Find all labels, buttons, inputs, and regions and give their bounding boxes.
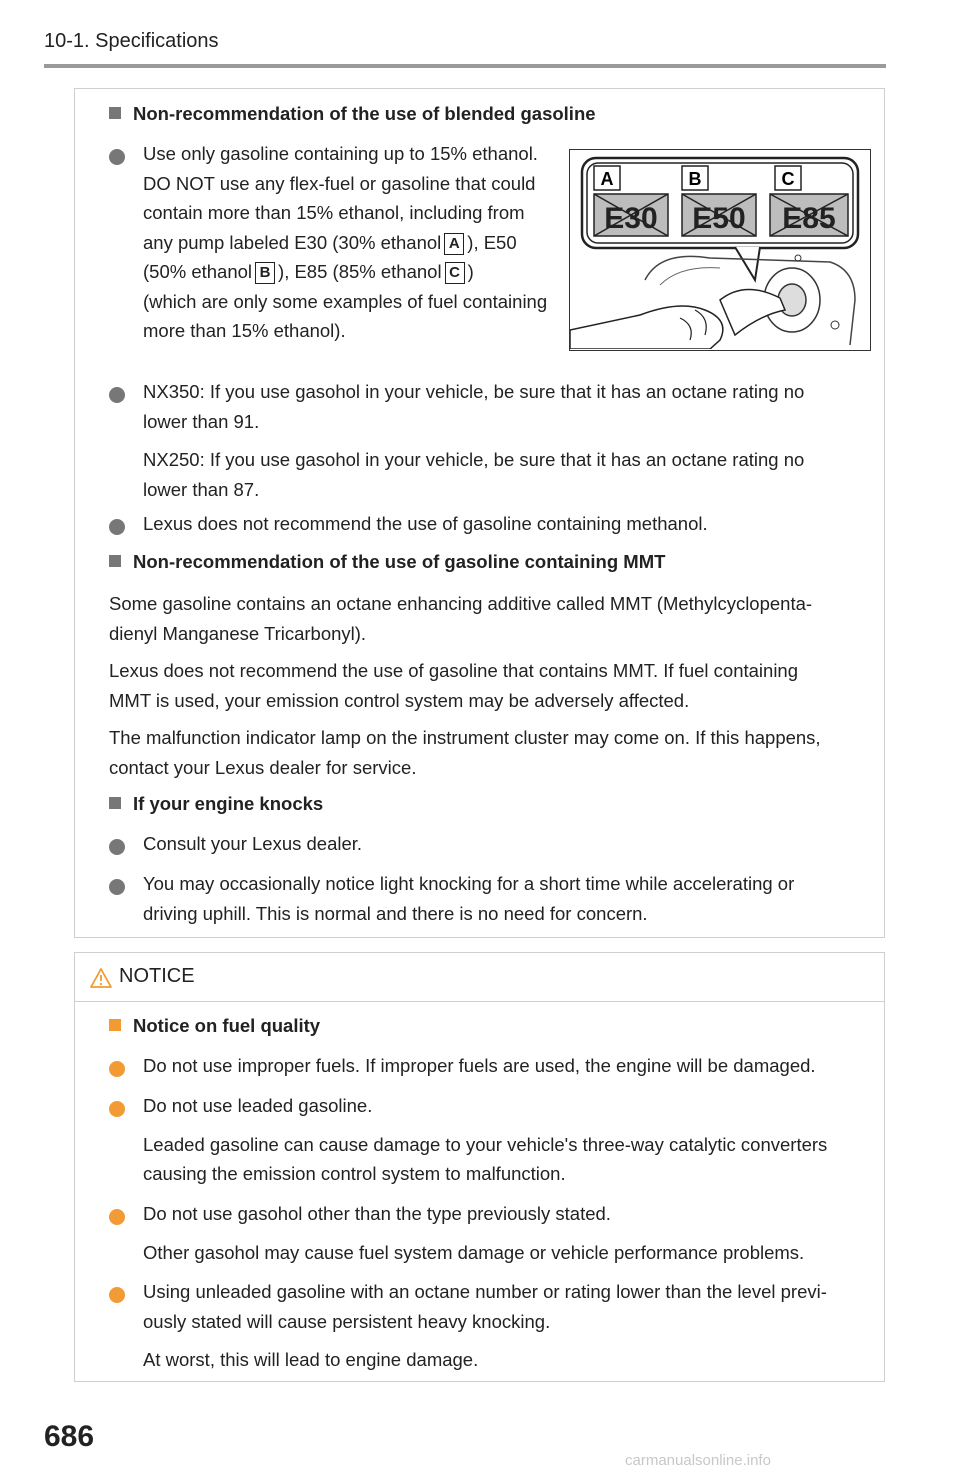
e50-box	[682, 194, 756, 236]
info-box	[74, 88, 885, 938]
bullet-icon	[109, 1209, 125, 1225]
svg-text:E30: E30	[604, 202, 658, 235]
bullet-icon	[109, 519, 125, 535]
heading-blended-gasoline: Non-recommendation of the use of blended gasoline	[109, 103, 596, 125]
bullet-icon	[109, 879, 125, 895]
page-number: 686	[44, 1420, 95, 1453]
svg-text:E50: E50	[692, 202, 746, 235]
bullet-icon	[109, 1101, 125, 1117]
knock-bullet1: Consult your Lexus dealer.	[143, 833, 363, 854]
e30-box	[594, 194, 668, 236]
svg-text:E85: E85	[782, 202, 836, 235]
mmt-paragraphs: Some gasoline contains an octane enhancing additive called MMT (Methylcyclopenta- dienyl Manganese Tricarbonyl). Lexus does not recommend the use of gasoline that contains MMT. If fuel containing MMT is used, your emission control system may be adversely affected. The malfunction indicator lamp on the instrument cluster may come on. If this happens, contact your Lexus dealer for service.	[109, 593, 821, 778]
heading-fuel-quality: Notice on fuel quality	[109, 1015, 320, 1037]
heading-engine-knocks: If your engine knocks	[109, 793, 323, 815]
warning-icon	[89, 967, 113, 989]
square-bullet-icon	[109, 555, 121, 567]
notice-header	[75, 953, 884, 1002]
notice-title: NOTICE	[119, 965, 195, 987]
bullet-icon	[109, 839, 125, 855]
knock-bullet2: You may occasionally notice light knocking for a short time while accelerating or driving uphill. This is normal and there is no need for concern.	[143, 873, 795, 924]
fuel-label-figure	[569, 149, 871, 351]
bullet3-text: Lexus does not recommend the use of gasoline containing methanol.	[143, 513, 708, 534]
bullet-icon	[109, 1061, 125, 1077]
watermark: carmanualsonline.info	[625, 1452, 771, 1469]
notice-b1: Do not use improper fuels. If improper fuels are used, the engine will be damaged.	[143, 1055, 816, 1076]
notice-b3: Do not use gasohol other than the type previously stated. Other gasohol may cause fuel system damage or vehicle performance problems.	[143, 1203, 805, 1263]
header-rule	[44, 64, 886, 68]
figure-label-c: C	[781, 169, 795, 189]
square-bullet-icon	[109, 797, 121, 809]
callout-b: B	[255, 262, 275, 284]
square-bullet-icon	[109, 107, 121, 119]
fuel-pump-illustration	[570, 150, 869, 349]
bullet2-text: NX350: If you use gasohol in your vehicle, be sure that it has an octane rating no lower than 91. NX250: If you use gasohol in your vehicle, be sure that it has an octane rating no lower than 87.	[143, 381, 805, 500]
heading-mmt: Non-recommendation of the use of gasoline containing MMT	[109, 551, 665, 573]
callout-a: A	[444, 233, 464, 255]
callout-c: C	[445, 262, 465, 284]
notice-b4: Using unleaded gasoline with an octane number or rating lower than the level previ- ously stated will cause persistent heavy knocking. At worst, this will lead to engine damage.	[143, 1281, 827, 1370]
section-header: 10-1. Specifications	[44, 30, 219, 52]
bullet-icon	[109, 1287, 125, 1303]
notice-box	[74, 952, 885, 1382]
bullet-icon	[109, 149, 125, 165]
bullet-icon	[109, 387, 125, 403]
square-bullet-icon	[109, 1019, 121, 1031]
figure-label-b: B	[688, 169, 702, 189]
figure-label-a: A	[600, 169, 614, 189]
bullet1-text: Use only gasoline containing up to 15% ethanol. DO NOT use any flex-fuel or gasoline that could contain more than 15% ethanol, including from any pump labeled E30 (30% ethanol A ), E50 (50% ethanol B ), E85 (85% ethanol C ) (which are only some examples of fuel containing more than 15% ethanol).	[143, 143, 548, 341]
notice-b2: Do not use leaded gasoline. Leaded gasoline can cause damage to your vehicle's three-way catalytic converters causing the emission control system to malfunction.	[143, 1095, 828, 1184]
e85-box	[770, 194, 848, 236]
